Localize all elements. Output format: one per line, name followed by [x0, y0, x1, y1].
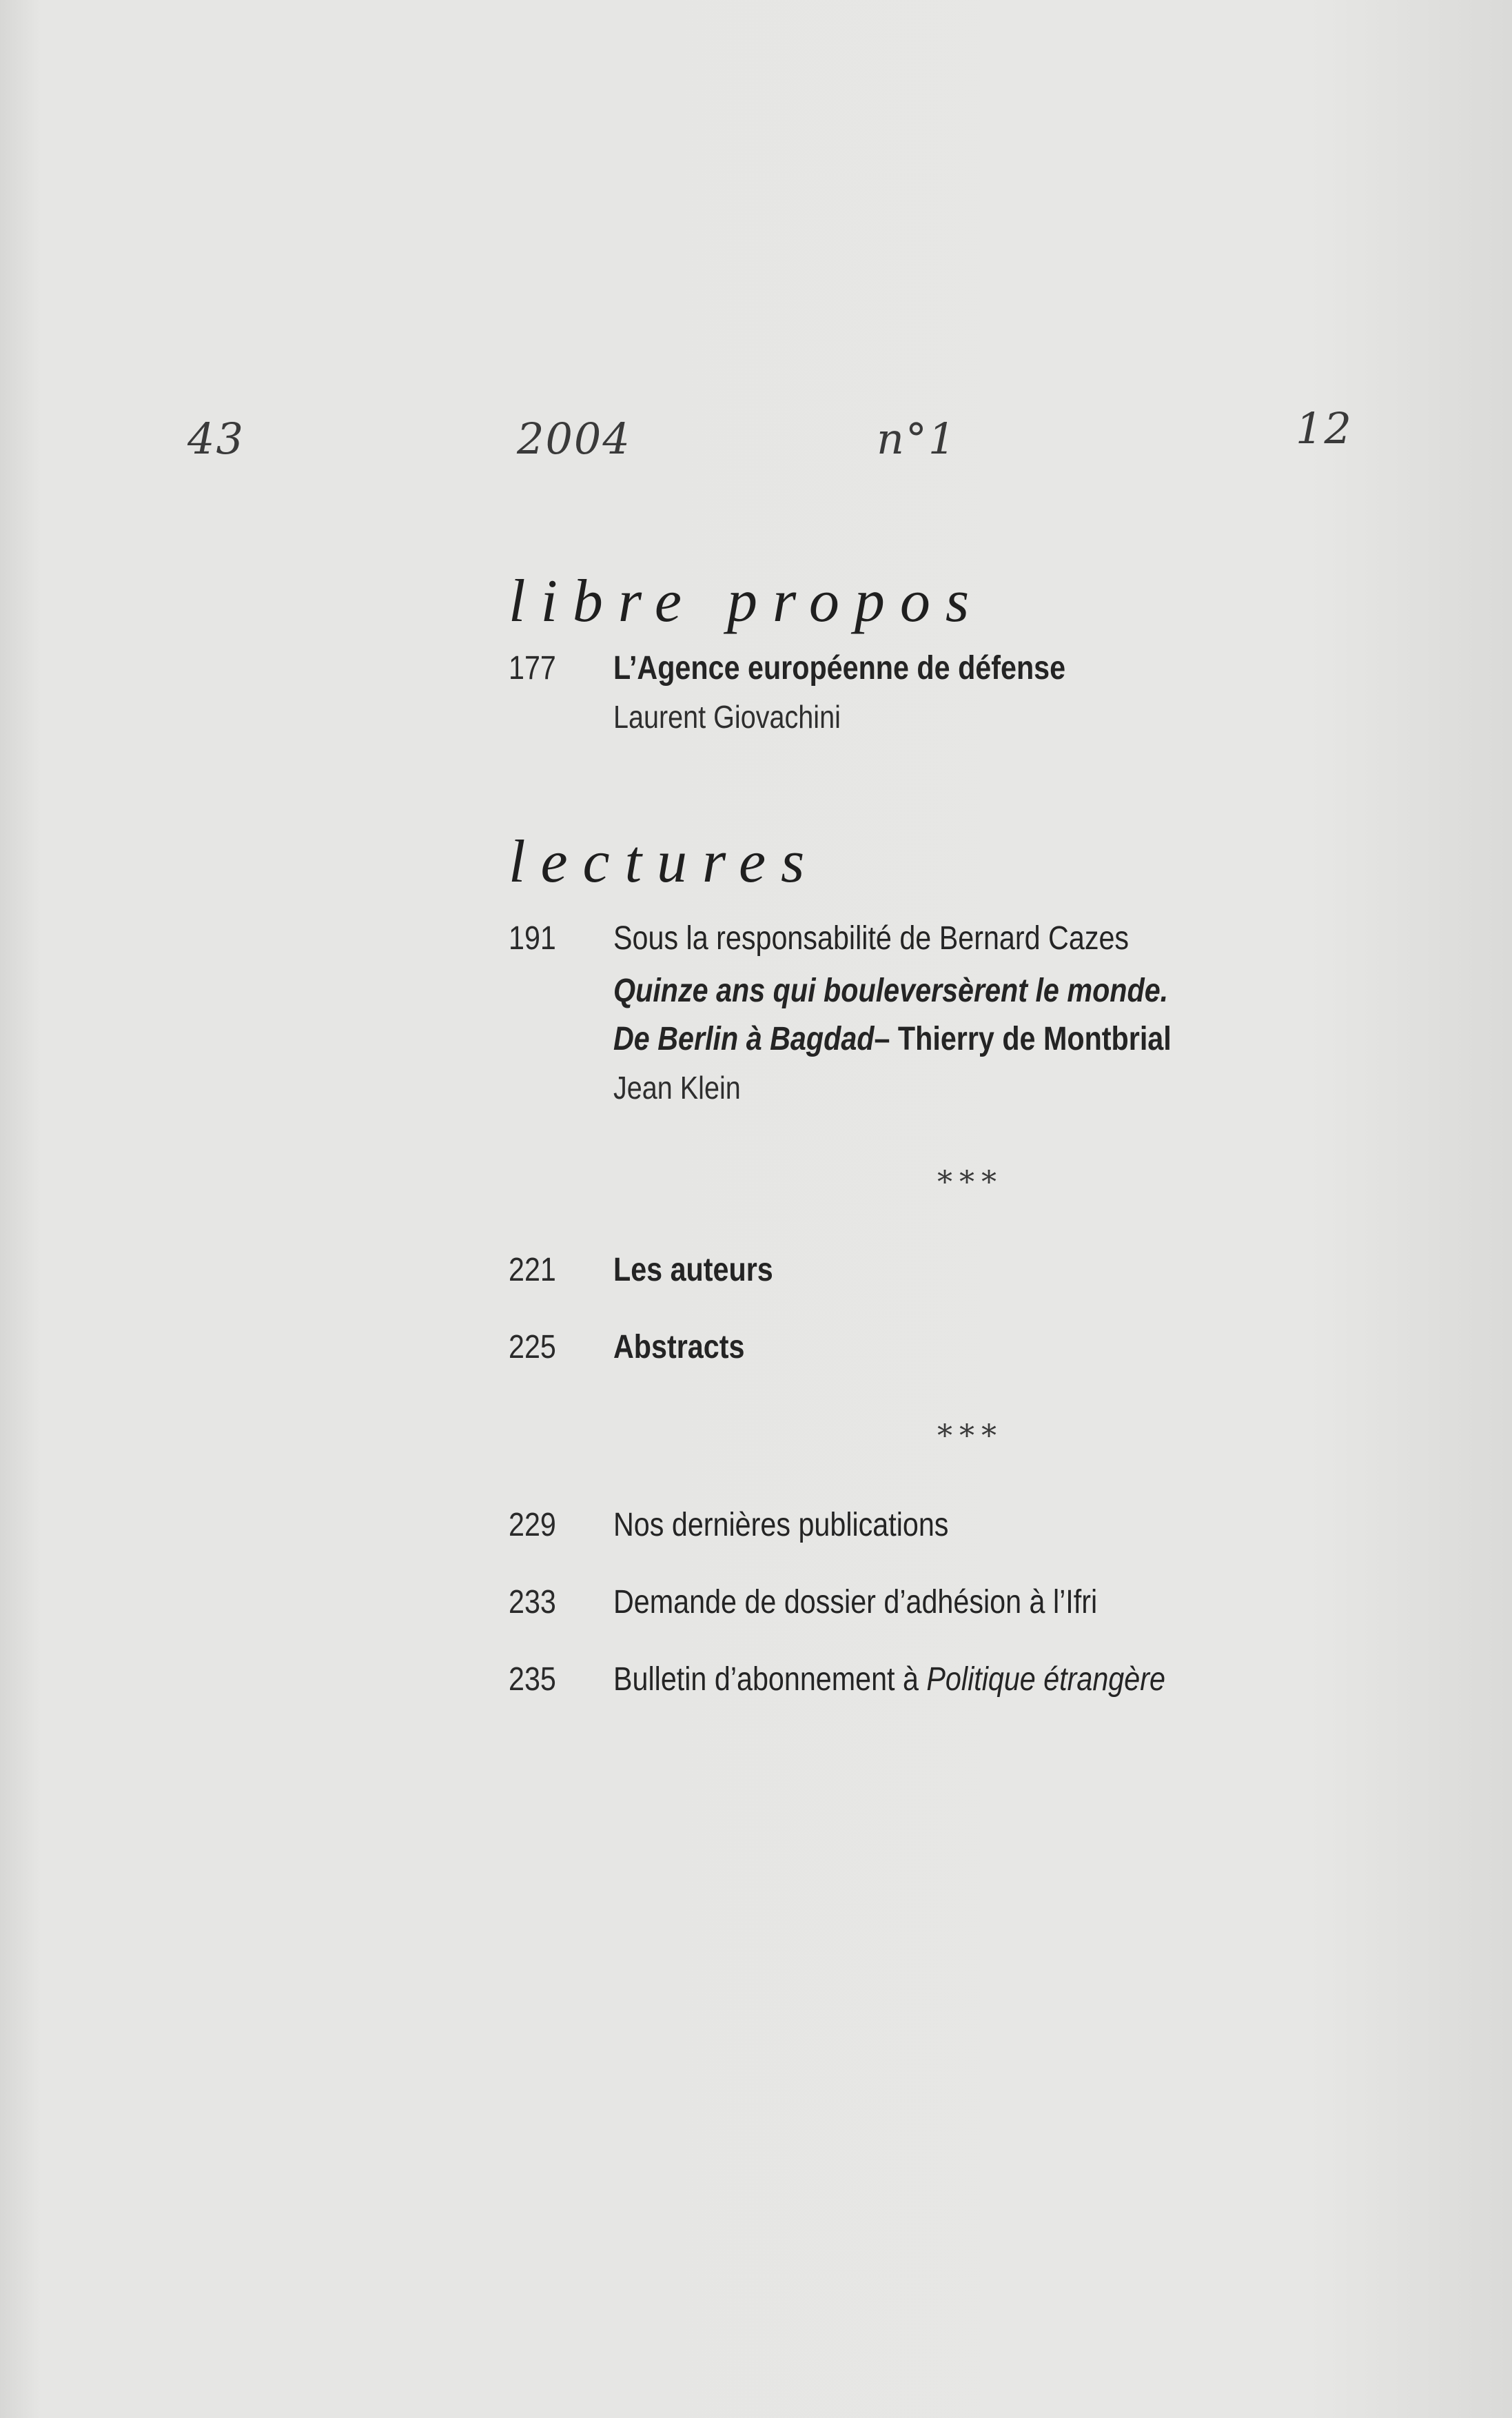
page-number: 191	[509, 920, 556, 957]
section-title-libre-propos: libre propos	[509, 568, 985, 635]
entry-title: Nos dernières publications	[613, 1507, 949, 1543]
book-author: – Thierry de Montbrial	[874, 1021, 1172, 1057]
entry-title: Demande de dossier d’adhésion à l’Ifri	[613, 1584, 1098, 1621]
entry-title: Abstracts	[613, 1329, 745, 1365]
toc-entry-membership	[509, 1578, 1176, 1627]
handwritten-mark: 12	[1296, 403, 1353, 454]
entry-intro: Sous la responsabilité de Bernard Cazes	[613, 920, 1130, 957]
separator-asterisks: ***	[937, 1419, 1003, 1454]
toc-entry-libre-propos	[509, 644, 1139, 741]
entry-author: Laurent Giovachini	[613, 699, 841, 735]
page-number: 233	[509, 1584, 556, 1621]
book-title-line-1: Quinze ans qui bouleversèrent le monde.	[613, 973, 1169, 1009]
entry-title-italic: Politique étrangère	[926, 1661, 1165, 1698]
handwritten-volume: 43	[187, 414, 245, 464]
section-title-lectures: lectures	[509, 829, 820, 895]
entry-title-prefix: Bulletin d’abonnement à	[613, 1661, 927, 1698]
toc-entry-authors	[509, 1246, 799, 1294]
entry-title: L’Agence européenne de défense	[613, 650, 1066, 687]
toc-entry-abstracts	[509, 1323, 766, 1372]
book-title-line-2: De Berlin à Bagdad	[613, 1021, 875, 1057]
toc-entry-publications	[509, 1501, 1003, 1550]
toc-entry-subscription	[509, 1656, 1255, 1704]
page-number: 229	[509, 1507, 556, 1543]
separator-asterisks: ***	[937, 1165, 1003, 1200]
page-number: 225	[509, 1329, 556, 1365]
page-number: 177	[509, 650, 556, 687]
handwritten-year: 2004	[517, 414, 631, 464]
page-number: 221	[509, 1252, 556, 1288]
handwritten-issue: n°1	[877, 414, 957, 464]
entry-reviewer: Jean Klein	[613, 1070, 741, 1106]
entry-title: Les auteurs	[613, 1252, 773, 1288]
entry-title-wrap	[613, 1656, 1165, 1704]
toc-entry-lectures	[509, 915, 1263, 1112]
book-title-line-2-wrap	[613, 1015, 1172, 1064]
page-number: 235	[509, 1661, 556, 1698]
